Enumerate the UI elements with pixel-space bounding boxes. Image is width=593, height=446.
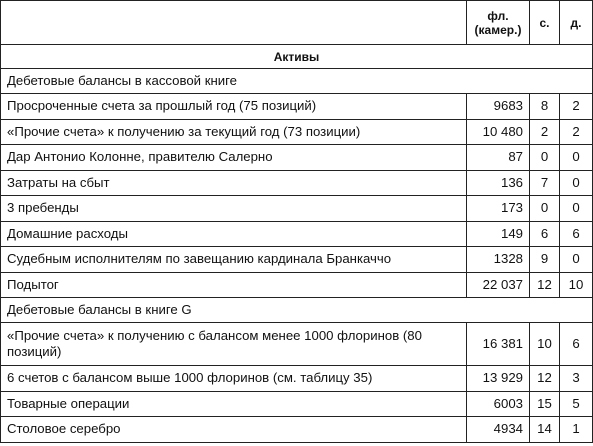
row-denari: 3 [560, 366, 593, 392]
row-description: 3 пребенды [1, 196, 467, 222]
table-row [1, 119, 593, 145]
row-florins: 149 [467, 221, 530, 247]
header-s-cell: с. [530, 1, 560, 45]
row-description: Судебным исполнителям по завещанию кардинала Бранкаччо [1, 247, 467, 273]
row-denari: 1 [560, 417, 593, 443]
row-florins: 6003 [467, 391, 530, 417]
group-title-row [1, 298, 593, 323]
row-denari: 0 [560, 145, 593, 171]
row-soldi: 9 [530, 247, 560, 273]
row-soldi: 2 [530, 119, 560, 145]
row-description: 6 счетов с балансом выше 1000 флоринов (см. таблицу 35) [1, 366, 467, 392]
row-description: «Прочие счета» к получению за текущий год (73 позиции) [1, 119, 467, 145]
row-description: Просроченные счета за прошлый год (75 позиций) [1, 94, 467, 120]
row-description: Дар Антонио Колонне, правителю Салерно [1, 145, 467, 171]
row-florins: 87 [467, 145, 530, 171]
header-d-cell: д. [560, 1, 593, 45]
row-florins: 9683 [467, 94, 530, 120]
group-title: Дебетовые балансы в кассовой книге [1, 69, 593, 94]
section-title: Активы [1, 45, 593, 69]
header-fl-cell: фл. (камер.) [467, 1, 530, 45]
row-soldi: 14 [530, 417, 560, 443]
row-denari: 0 [560, 247, 593, 273]
row-florins: 136 [467, 170, 530, 196]
row-denari: 0 [560, 170, 593, 196]
row-denari: 10 [560, 272, 593, 298]
table-row [1, 221, 593, 247]
table-row [1, 145, 593, 171]
row-description: «Прочие счета» к получению с балансом менее 1000 флоринов (80 позиций) [1, 323, 467, 366]
row-denari: 5 [560, 391, 593, 417]
row-soldi: 0 [530, 145, 560, 171]
table-row [1, 417, 593, 443]
row-florins: 1328 [467, 247, 530, 273]
table-row [1, 323, 593, 366]
table-row [1, 196, 593, 222]
row-soldi: 6 [530, 221, 560, 247]
row-description: Подытог [1, 272, 467, 298]
row-denari: 6 [560, 221, 593, 247]
row-florins: 173 [467, 196, 530, 222]
table-row [1, 366, 593, 392]
row-description: Затраты на сбыт [1, 170, 467, 196]
group-title: Дебетовые балансы в книге G [1, 298, 593, 323]
row-denari: 6 [560, 323, 593, 366]
row-description: Столовое серебро [1, 417, 467, 443]
row-soldi: 0 [530, 196, 560, 222]
table-row [1, 391, 593, 417]
table-row [1, 170, 593, 196]
row-soldi: 15 [530, 391, 560, 417]
row-soldi: 7 [530, 170, 560, 196]
row-denari: 0 [560, 196, 593, 222]
row-description: Товарные операции [1, 391, 467, 417]
table-row [1, 94, 593, 120]
row-description: Домашние расходы [1, 221, 467, 247]
row-florins: 16 381 [467, 323, 530, 366]
header-row [1, 1, 593, 45]
row-denari: 2 [560, 119, 593, 145]
row-denari: 2 [560, 94, 593, 120]
row-florins: 13 929 [467, 366, 530, 392]
row-florins: 22 037 [467, 272, 530, 298]
row-soldi: 12 [530, 366, 560, 392]
section-row [1, 45, 593, 69]
row-florins: 10 480 [467, 119, 530, 145]
row-soldi: 8 [530, 94, 560, 120]
group-title-row [1, 69, 593, 94]
row-florins: 4934 [467, 417, 530, 443]
header-desc-cell [1, 1, 467, 45]
table-row [1, 247, 593, 273]
row-soldi: 12 [530, 272, 560, 298]
subtotal-row [1, 272, 593, 298]
row-soldi: 10 [530, 323, 560, 366]
